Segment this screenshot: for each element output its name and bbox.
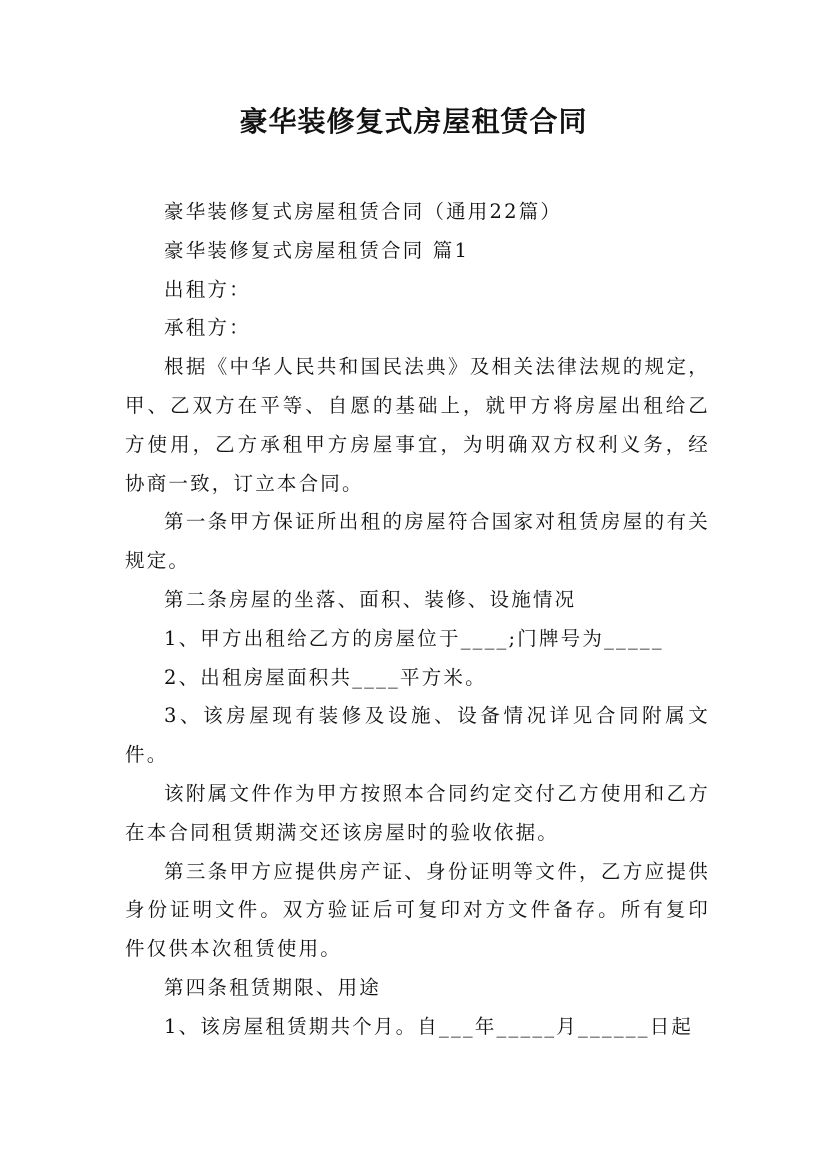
paragraph-article-4-item-1: 1、该房屋租赁期共个月。自___年_____月______日起 [164, 1014, 694, 1038]
paragraph-heading: 豪华装修复式房屋租赁合同（通用22篇） [164, 200, 563, 223]
paragraph-article-2-item-3: 3、该房屋现有装修及设施、设备情况详见合同附属文件。 [125, 704, 710, 767]
paragraph-lessor: 出租方： [164, 277, 251, 301]
paragraph-article-2-item-1: 1、甲方出租给乙方的房屋位于____;门牌号为_____ [164, 626, 664, 650]
paragraph-article-3: 第三条甲方应提供房产证、身份证明等文件，乙方应提供身份证明文件。双方验证后可复印对方文件备存。所有复印件仅供本次租赁使用。 [125, 859, 710, 961]
document-body [125, 193, 710, 1047]
paragraph-article-4: 第四条租赁期限、用途 [164, 975, 382, 999]
paragraph-article-2-item-2: 2、出租房屋面积共____平方米。 [164, 665, 487, 689]
paragraph-lessee: 承租方： [164, 316, 251, 340]
paragraph-attachment-note: 该附属文件作为甲方按照本合同约定交付乙方使用和乙方在本合同租赁期满交还该房屋时的验收依据。 [125, 781, 710, 844]
document-title: 豪华装修复式房屋租赁合同 [239, 105, 588, 138]
paragraph-subheading: 豪华装修复式房屋租赁合同 篇1 [164, 238, 470, 262]
paragraph-article-2: 第二条房屋的坐落、面积、装修、设施情况 [164, 587, 577, 611]
paragraph-article-1: 第一条甲方保证所出租的房屋符合国家对租赁房屋的有关规定。 [125, 510, 710, 573]
paragraph-preamble: 根据《中华人民共和国民法典》及相关法律法规的规定，甲、乙双方在平等、自愿的基础上，就甲方将房屋出租给乙方使用，乙方承租甲方房屋事宜，为明确双方权利义务，经协商一致，订立本合同。 [125, 355, 710, 495]
